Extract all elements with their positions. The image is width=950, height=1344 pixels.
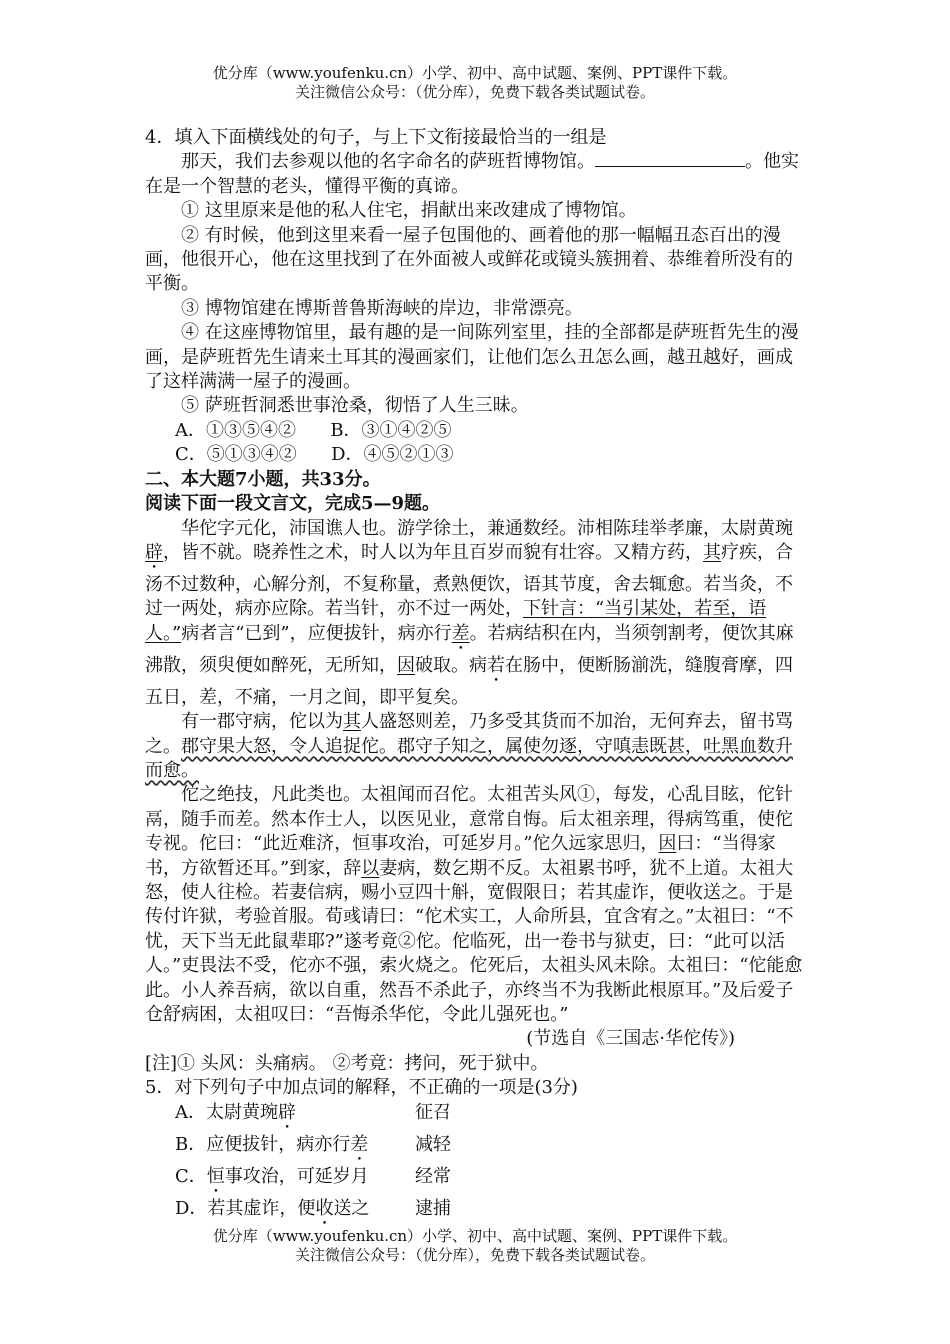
dotted-word-pi: 辟 [145, 541, 163, 563]
sentence-2: ② 有时候，他到这里来看一屋子包围他的、画着他的那一幅幅丑态百出的漫画，他很开心，他在这里找到了在外面被人或鲜花或镜头簇拥着、恭维着所没有的平衡。 [145, 224, 793, 295]
options-ab: A．①③⑤④② B．③①④②⑤ [175, 419, 452, 441]
underlined-word-yin: 因 [397, 654, 415, 676]
classical-text-paragraph-2 [145, 710, 810, 783]
wavy-underlined-sentence: 郡守果大怒，令人追捉佗。郡守子知之，属使勿逐，守嗔恚既甚，吐黑血数升而愈。 [145, 735, 793, 781]
text-span: 。若病结积在内，当须刳割考，便饮其麻沸散，须臾便如醉死，无所知， [145, 622, 794, 676]
underlined-word-yi: 以 [361, 857, 380, 879]
footer-line-1: 优分库（www.youfenku.cn）小学、初中、高中试题、案例、PPT课件下载。 [212, 1227, 738, 1245]
underlined-sentence: 下针言：“当引某处，若至，语人。” [145, 598, 767, 644]
text-span: 妻病，数乞期不反。太祖累书呼，犹不上道。太祖大怒，使人往检。若妻信病，赐小豆四十斛，宽假限日；若其虚诈，便收送之。于是传付许狱，考验首服。荀彧请曰：“佗术实工，人命所县，宜含宥之。”太祖曰：“不忧，天下当无此鼠辈耶?”遂考竟②佗。佗临死，出一卷书与狱吏，曰：“此可以活人。”吏畏法不受，佗亦不强，索火烧之。佗死后，太祖头风未除。太祖曰：“佗能愈此。小人养吾病，欲以自重，然吾不杀此子，亦终当不为我断此根原耳。”及后爱子仓舒病困，太祖叹曰：“吾悔杀华佗，令此儿强死也。” [145, 857, 803, 1025]
text-span: 华佗字元化，沛国谯人也。游学徐土，兼通数经。沛相陈珪举孝廉，太尉黄琬 [181, 517, 793, 539]
section-2-title: 二、本大题7小题，共33分。 [145, 468, 381, 490]
text-span: ，皆不就。晓养性之术，时人以为年且百岁而貌有壮容。又精方药， [163, 541, 703, 563]
fill-in-blank [595, 150, 745, 167]
question-5-option-d [145, 1197, 810, 1229]
text-span: 破取。病 [415, 654, 487, 676]
text-span: 曰：“当得家书，方欲暂还耳。”到家，辞 [145, 833, 776, 879]
sentence-5: ⑤ 萨班哲洞悉世事沧桑，彻悟了人生三昧。 [181, 395, 529, 417]
text-span: 疗疾，合汤不过数种，心解分剂，不复称量，煮熟便饮，语其节度，舍去辄愈。若当灸，不过一两处，病亦应除。若当针，亦不过一两处， [145, 541, 793, 620]
page-footer [0, 1227, 950, 1265]
question-5-option-c [145, 1165, 810, 1197]
sentence-3: ③ 博物馆建在博斯普鲁斯海峡的岸边，非常漂亮。 [181, 297, 583, 319]
option-text: C． [175, 1165, 207, 1187]
dotted-word: 恒 [206, 1165, 225, 1187]
underlined-word-yin-2: 因 [658, 833, 677, 855]
passage-text-a: 那天，我们去参观以他的名字命名的萨班哲博物馆。 [181, 151, 595, 173]
header-line-2: 关注微信公众号：（优分库），免费下载各类试题试卷。 [294, 83, 655, 101]
text-span: 在肠中，便断肠湔洗，缝腹膏摩，四五日，差，不痛，一月之间，即平复矣。 [145, 654, 793, 708]
page-header [0, 64, 950, 102]
classical-text-paragraph-3 [145, 783, 810, 1027]
option-gloss: 经常 [415, 1165, 451, 1187]
option-text: 事攻治，可延岁月 [224, 1165, 369, 1187]
option-text: B．应便拔针，病亦行 [175, 1133, 351, 1155]
dotted-word: 收 [315, 1197, 334, 1219]
text-span: 人盛怒则差，乃多受其货而不加治，无何弃去，留书骂之。 [145, 711, 793, 757]
question-5-option-b [145, 1133, 810, 1165]
option-gloss: 征召 [415, 1101, 451, 1123]
reading-instruction: 阅读下面一段文言文，完成5—9题。 [145, 493, 441, 515]
source-citation: (节选自《三国志·华佗传》) [526, 1028, 735, 1050]
question-4-stem: 4．填入下面横线处的句子，与上下文衔接最恰当的一组是 [145, 127, 607, 148]
options-cd: C．⑤①③④② D．④⑤②①③ [175, 444, 454, 466]
sentence-1: ① 这里原来是他的私人住宅，捐献出来改建成了博物馆。 [181, 200, 637, 222]
underlined-word-qi: 其 [703, 541, 721, 563]
classical-text-paragraph-1 [145, 517, 810, 711]
footer-line-2: 关注微信公众号：（优分库），免费下载各类试题试卷。 [294, 1246, 655, 1264]
sentence-4: ④ 在这座博物馆里，最有趣的是一间陈列室里，挂的全部都是萨班哲先生的漫画，是萨班哲先生请来土耳其的漫画家们，让他们怎么丑怎么画，越丑越好，画成了这样满满一屋子的漫画。 [145, 322, 799, 393]
text-span: 佗之绝技，凡此类也。太祖闻而召佗。太祖苦头风①，每发，心乱目眩，佗针鬲，随手而差。然本作士人，以医见业，意常自悔。后太祖亲理，得病笃重，使佗专视。佗曰：“此近难济，恒事攻治，可延岁月。”佗久远家思归， [145, 784, 793, 855]
option-text: 送之 [333, 1197, 370, 1219]
text-span: 病者言“已到”，应便拔针，病亦行 [181, 622, 452, 644]
option-text: D．若其虚诈，便 [175, 1197, 316, 1219]
dotted-word-cha: 差 [451, 622, 470, 644]
question-4-passage [145, 150, 810, 199]
option-text: A．太尉黄琬 [175, 1101, 278, 1123]
text-span: 有一郡守病，佗以为 [181, 711, 343, 733]
underlined-word-qi-2: 其 [343, 711, 361, 733]
footnotes: [注]① 头风：头痛病。 ②考竟：拷问，死于狱中。 [145, 1052, 549, 1074]
header-line-1: 优分库（www.youfenku.cn）小学、初中、高中试题、案例、PPT课件下载。 [212, 64, 738, 82]
passage-text-b: 。他实在是一个智慧的老头，懂得平衡的真谛。 [145, 151, 799, 197]
dotted-word-ruo: 若 [487, 654, 505, 676]
option-gloss: 减轻 [415, 1133, 451, 1155]
question-5-stem: 5．对下列句子中加点词的解释，不正确的一项是(3分) [145, 1077, 578, 1099]
dotted-word: 辟 [278, 1101, 296, 1123]
page-content [145, 126, 810, 1229]
question-5-option-a [145, 1101, 810, 1133]
option-gloss: 逮捕 [415, 1197, 451, 1219]
dotted-word: 差 [350, 1133, 369, 1155]
